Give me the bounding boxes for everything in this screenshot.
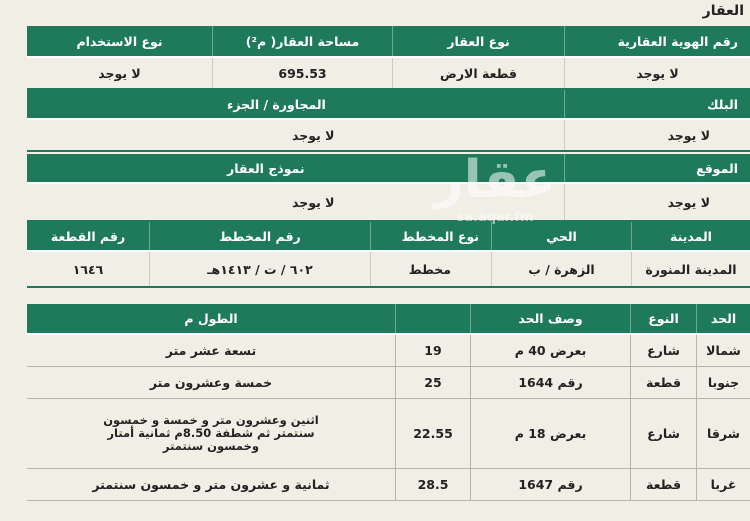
block-header-row bbox=[27, 90, 750, 120]
property-values-row bbox=[27, 58, 750, 90]
header-boundary-description: وصف الحد bbox=[470, 304, 630, 333]
watermark-logo: عقار bbox=[433, 150, 557, 210]
boundary-length-text: خمسة وعشرون متر bbox=[149, 375, 273, 390]
header-location: الموقع bbox=[564, 154, 750, 182]
boundary-direction: شرقا bbox=[696, 399, 750, 468]
address-values-row bbox=[27, 252, 750, 288]
header-property-area: مساحة العقار( م²) bbox=[212, 26, 392, 56]
address-header-row bbox=[27, 222, 750, 252]
boundary-direction: غربا bbox=[696, 469, 750, 500]
district-value: الزهرة / ب bbox=[491, 252, 631, 286]
boundary-length: 19 bbox=[395, 335, 470, 366]
block-values-row bbox=[27, 120, 750, 152]
location-values-row bbox=[27, 184, 750, 222]
boundary-length-text: اثنين وعشرون متر و خمسة و خمسون سنتمتر ثم شطفة 8.50م ثمانية أمتار وخمسون سنتمتر bbox=[103, 413, 319, 453]
location-value: لا يوجد bbox=[564, 184, 750, 220]
boundary-length-text: ثمانية و عشرون متر و خمسون سنتمتر bbox=[92, 477, 330, 492]
header-adjacent-part: المجاورة / الجزء bbox=[227, 96, 326, 112]
boundary-length: 25 bbox=[395, 367, 470, 398]
boundaries-header-row bbox=[27, 304, 750, 335]
header-plan-type: نوع المخطط bbox=[370, 222, 491, 250]
block-value: لا يوجد bbox=[564, 120, 750, 150]
boundary-type: شارع bbox=[630, 335, 696, 366]
plan-number-value: ٦٠٢ / ت / ١٤١٣هـ bbox=[149, 252, 370, 286]
boundary-type: شارع bbox=[630, 399, 696, 468]
watermark-url: sa.aqar.fm bbox=[456, 210, 534, 225]
property-id-value: لا يوجد bbox=[564, 58, 750, 88]
boundary-length: 22.55 bbox=[395, 399, 470, 468]
header-length-text: الطول م bbox=[184, 311, 238, 326]
table-row bbox=[27, 469, 750, 501]
header-property-type: نوع العقار bbox=[392, 26, 564, 56]
boundary-description: رقم 1647 bbox=[470, 469, 630, 500]
plot-number-value: ١٦٤٦ bbox=[72, 261, 104, 277]
header-length bbox=[395, 304, 470, 333]
property-model-value: لا يوجد bbox=[292, 194, 335, 210]
header-usage-type: نوع الاستخدام bbox=[76, 33, 163, 49]
property-header-row bbox=[27, 26, 750, 58]
header-boundary-type: النوع bbox=[630, 304, 696, 333]
header-property-model: نموذج العقار bbox=[227, 160, 305, 176]
property-type-value: قطعة الارض bbox=[392, 58, 564, 88]
header-boundary: الحد bbox=[696, 304, 750, 333]
header-district: الحي bbox=[491, 222, 631, 250]
header-property-id: رقم الهوية العقارية bbox=[564, 26, 750, 56]
boundary-description: بعرض 40 م bbox=[470, 335, 630, 366]
location-header-row bbox=[27, 154, 750, 184]
property-area-value: 695.53 bbox=[212, 58, 392, 88]
plan-type-value: مخطط bbox=[370, 252, 491, 286]
header-city: المدينة bbox=[631, 222, 750, 250]
boundary-type: قطعة bbox=[630, 469, 696, 500]
table-row bbox=[27, 335, 750, 367]
page-title: العقار bbox=[702, 3, 744, 19]
boundary-description: رقم 1644 bbox=[470, 367, 630, 398]
table-row bbox=[27, 367, 750, 399]
header-plot-number: رقم القطعة bbox=[50, 228, 126, 244]
table-row bbox=[27, 399, 750, 469]
boundary-direction: شمالا bbox=[696, 335, 750, 366]
boundary-type: قطعة bbox=[630, 367, 696, 398]
usage-type-value: لا يوجد bbox=[98, 65, 141, 81]
boundary-length-text: تسعة عشر متر bbox=[165, 343, 257, 358]
adjacent-part-value: لا يوجد bbox=[292, 127, 335, 143]
boundary-length: 28.5 bbox=[395, 469, 470, 500]
header-block: البلك bbox=[564, 90, 750, 118]
boundary-description: بعرض 18 م bbox=[470, 399, 630, 468]
city-value: المدينة المنورة bbox=[631, 252, 750, 286]
boundaries-table bbox=[27, 304, 750, 501]
header-plan-number: رقم المخطط bbox=[149, 222, 370, 250]
boundary-direction: جنوبا bbox=[696, 367, 750, 398]
